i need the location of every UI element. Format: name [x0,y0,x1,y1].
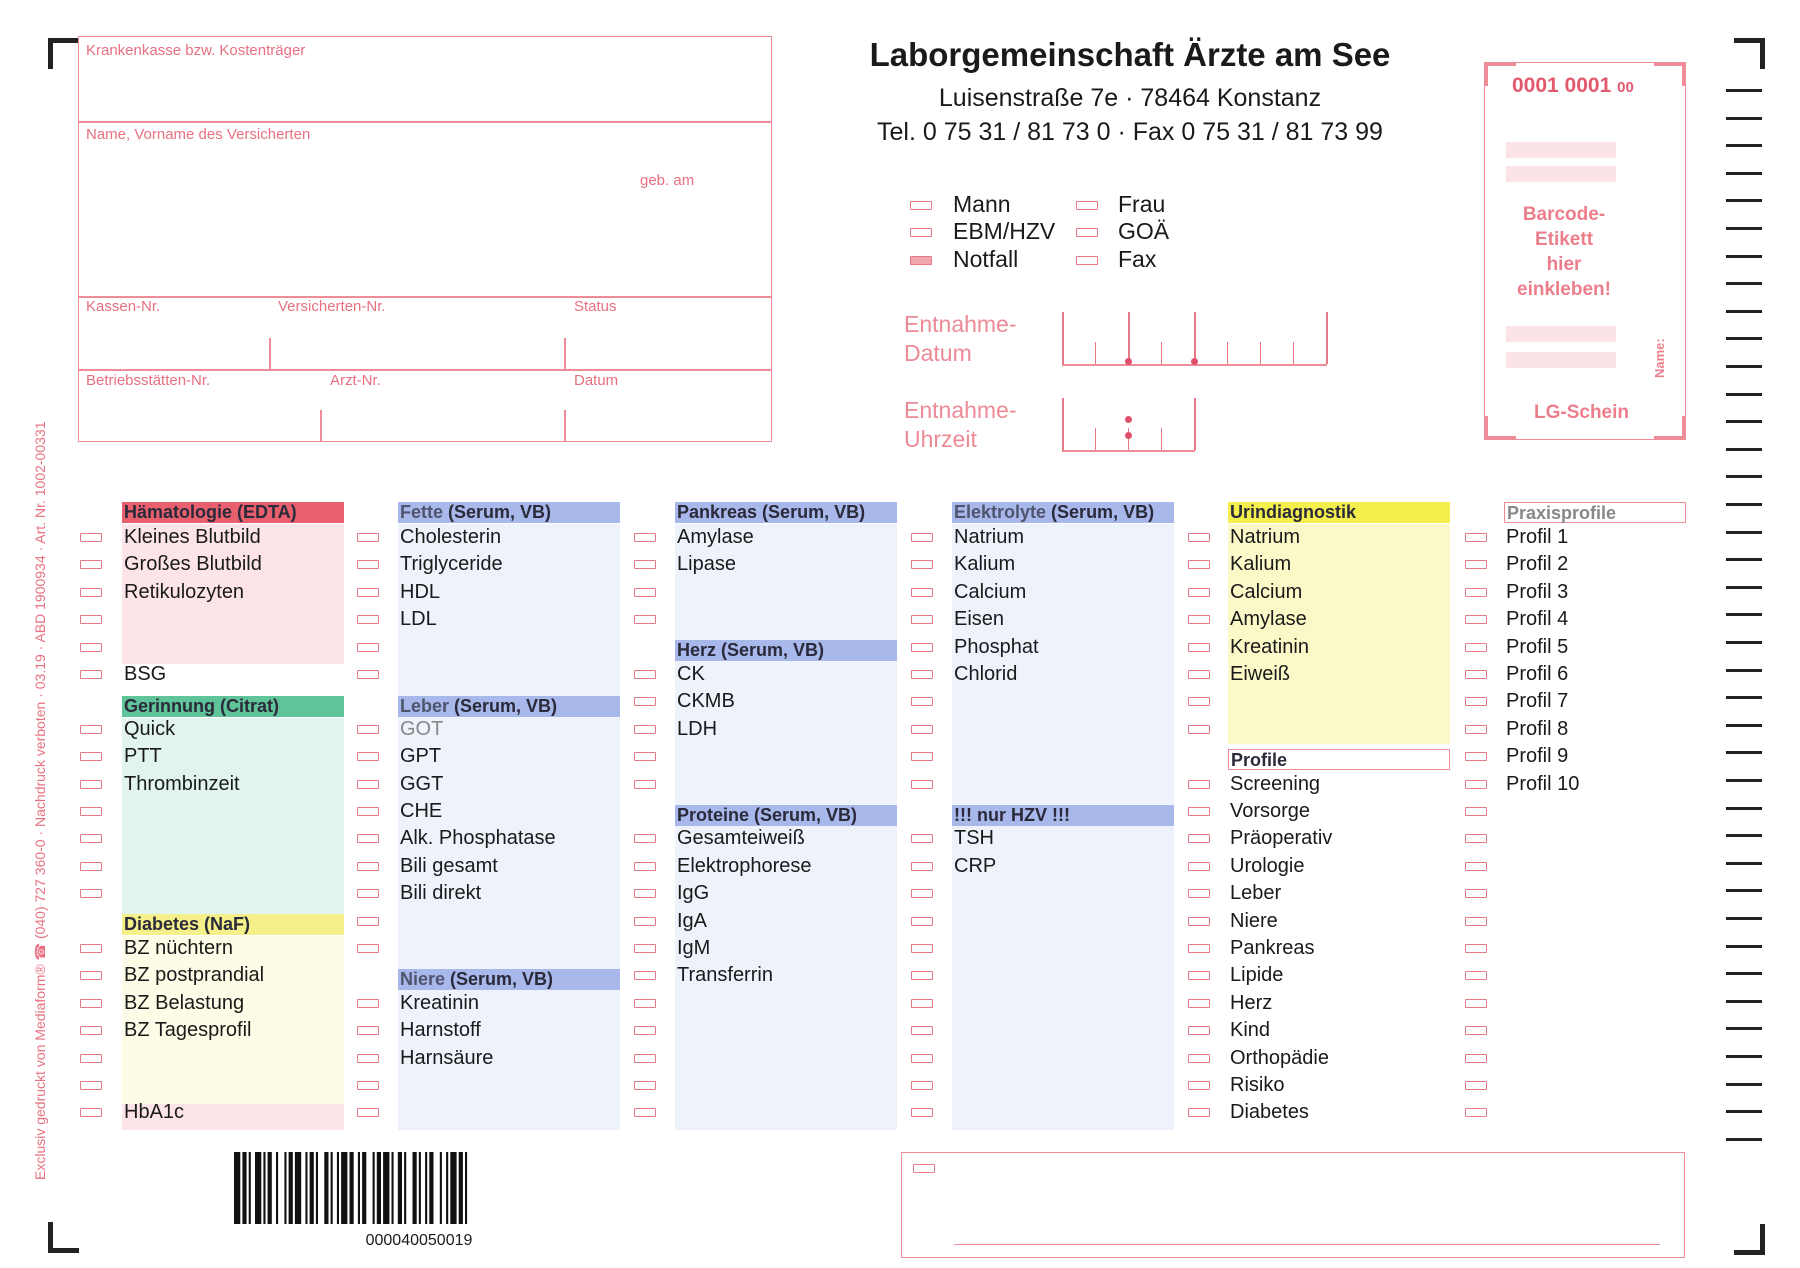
test-item: GPT [400,745,442,768]
test-item: Chlorid [954,663,1018,685]
barcode-bar [295,1152,301,1224]
gerinnung-header: Gerinnung (Citrat) [122,696,344,717]
entnahme-datum-label: Entnahme- Datum [904,311,1017,366]
test-item: Leber [1230,882,1282,905]
test-item: BZ nüchtern [124,937,233,959]
test-item: Kind [1230,1019,1271,1042]
test-checkbox[interactable] [911,725,933,734]
test-checkbox[interactable] [357,533,379,542]
test-checkbox[interactable] [1188,999,1210,1008]
test-checkbox[interactable] [80,615,102,624]
test-checkbox[interactable] [80,999,102,1008]
test-item: Alk. Phosphatase [400,827,556,850]
test-checkbox[interactable] [357,944,379,953]
test-checkbox[interactable] [357,1081,379,1090]
test-checkbox[interactable] [911,862,933,871]
notfall-label: Notfall [953,246,1019,272]
barcode-bar [446,1152,448,1224]
status-field[interactable]: Status [574,298,617,315]
test-checkbox[interactable] [911,588,933,597]
test-checkbox[interactable] [80,971,102,980]
test-checkbox[interactable] [357,1054,379,1063]
test-item: Urologie [1230,854,1305,877]
test-checkbox[interactable] [911,1026,933,1035]
test-checkbox[interactable] [911,917,933,926]
test-checkbox[interactable] [80,862,102,871]
test-checkbox[interactable] [80,533,102,542]
test-item: Niere [1230,909,1278,932]
test-item: HDL [400,580,441,603]
notes-checkbox[interactable] [913,1164,935,1173]
profile-header: Profile [1228,749,1450,770]
test-item: Vorsorge [1230,800,1311,822]
test-checkbox[interactable] [1188,643,1210,652]
test-checkbox[interactable] [1465,560,1487,569]
test-item: IgM [677,937,711,959]
barcode-bar [242,1152,246,1224]
test-item: CHE [400,800,443,822]
test-checkbox[interactable] [357,615,379,624]
test-item: Lipide [1230,964,1284,987]
goae-checkbox[interactable] [1076,228,1098,237]
test-checkbox[interactable] [357,670,379,679]
test-checkbox[interactable] [911,971,933,980]
barcode-bar [324,1152,328,1224]
lab-phone: Tel. 0 75 31 / 81 73 0 · Fax 0 75 31 / 81 73 99 [877,118,1383,146]
test-checkbox[interactable] [911,999,933,1008]
test-checkbox[interactable] [357,780,379,789]
test-checkbox[interactable] [80,834,102,843]
test-checkbox[interactable] [634,834,656,843]
barcode-bar [337,1152,339,1224]
barcode-bar [413,1152,417,1224]
test-checkbox[interactable] [1465,780,1487,789]
test-item: Herz [1230,991,1273,1014]
test-item: Profil 1 [1506,526,1569,548]
barcode-bar [398,1152,402,1224]
test-checkbox[interactable] [634,862,656,871]
test-item: CK [677,663,705,685]
barcode-bar [316,1152,318,1224]
test-checkbox[interactable] [634,944,656,953]
barcode-bar [255,1152,261,1224]
test-checkbox[interactable] [1188,862,1210,871]
test-item: Thrombinzeit [124,772,240,795]
arzt-nr-field[interactable]: Arzt-Nr. [330,372,381,389]
test-checkbox[interactable] [1465,1054,1487,1063]
test-item: GOT [400,717,444,740]
test-item: Profil 4 [1506,608,1569,631]
test-item: PTT [124,745,162,768]
test-checkbox[interactable] [1188,971,1210,980]
test-checkbox[interactable] [1188,588,1210,597]
test-checkbox[interactable] [1188,780,1210,789]
test-checkbox[interactable] [911,615,933,624]
fette-header: Fette (Serum, VB) [398,502,620,523]
elektrolyte-header: Elektrolyte (Serum, VB) [952,502,1174,523]
test-checkbox[interactable] [1465,670,1487,679]
test-item: IgA [677,909,708,932]
test-item: BZ postprandial [124,964,265,987]
barcode-bar [440,1152,442,1224]
test-checkbox[interactable] [80,780,102,789]
diabetes-header: Diabetes (NaF) [122,914,344,935]
test-item: Quick [124,717,176,740]
test-checkbox[interactable] [911,560,933,569]
test-checkbox[interactable] [911,944,933,953]
test-checkbox[interactable] [357,1108,379,1117]
test-item: Eisen [954,608,1005,631]
test-checkbox[interactable] [1465,971,1487,980]
test-item: Harnstoff [400,1019,481,1042]
test-checkbox[interactable] [80,752,102,761]
test-checkbox[interactable] [1188,533,1210,542]
test-item: Profil 10 [1506,772,1580,795]
test-checkbox[interactable] [1465,999,1487,1008]
barcode-bar [465,1152,467,1224]
barcode-bar [383,1152,389,1224]
test-checkbox[interactable] [1465,807,1487,816]
test-checkbox[interactable] [80,889,102,898]
test-checkbox[interactable] [80,1054,102,1063]
test-checkbox[interactable] [911,752,933,761]
test-checkbox[interactable] [1465,588,1487,597]
test-checkbox[interactable] [634,1081,656,1090]
praxisprofile-header: Praxisprofile [1504,502,1686,523]
test-item: Cholesterin [400,526,502,548]
test-checkbox[interactable] [634,752,656,761]
test-item: Kreatinin [400,991,479,1014]
test-item: Profil 8 [1506,717,1569,740]
barcode-bar [276,1152,278,1224]
test-checkbox[interactable] [634,1026,656,1035]
crop-mark-top-left [48,38,79,69]
test-checkbox[interactable] [1465,862,1487,871]
test-checkbox[interactable] [1188,917,1210,926]
test-checkbox[interactable] [1465,944,1487,953]
test-item: Kalium [954,553,1016,576]
test-item: Transferrin [677,964,773,987]
test-item: Amylase [1230,608,1307,631]
test-item: TSH [954,827,994,850]
test-checkbox[interactable] [357,725,379,734]
test-item: Pankreas [1230,937,1315,959]
test-item: Natrium [954,526,1025,548]
lab-address: Luisenstraße 7e · 78464 Konstanz [938,84,1322,112]
test-item: IgG [677,882,710,905]
test-checkbox[interactable] [634,780,656,789]
barcode-bar [331,1152,333,1224]
test-item: Calcium [954,580,1027,603]
test-checkbox[interactable] [357,889,379,898]
barcode-bar [425,1152,427,1224]
notes-box[interactable] [901,1152,1685,1258]
test-checkbox[interactable] [634,1054,656,1063]
test-checkbox[interactable] [911,533,933,542]
test-item: HbA1c [124,1101,185,1124]
test-checkbox[interactable] [634,533,656,542]
test-item: Orthopädie [1230,1046,1329,1069]
test-checkbox[interactable] [357,917,379,926]
goae-label: GOÄ [1118,218,1170,244]
betriebsstaetten-nr-field[interactable]: Betriebsstätten-Nr. [86,372,211,389]
test-checkbox[interactable] [357,834,379,843]
barcode-bar [234,1152,240,1224]
test-checkbox[interactable] [80,560,102,569]
herz-header: Herz (Serum, VB) [675,640,897,661]
barcode-bar [350,1152,354,1224]
test-checkbox[interactable] [1465,615,1487,624]
barcode-bar [459,1152,463,1224]
test-checkbox[interactable] [634,615,656,624]
test-checkbox[interactable] [1188,807,1210,816]
test-checkbox[interactable] [634,697,656,706]
datum-field[interactable]: Datum [574,372,619,389]
test-checkbox[interactable] [80,643,102,652]
test-checkbox[interactable] [1465,1108,1487,1117]
barcode-bar [392,1152,394,1224]
test-item: Phosphat [954,635,1039,658]
test-checkbox[interactable] [357,752,379,761]
test-item: Retikulozyten [124,580,245,603]
printer-side-text: Exclusiv gedruckt von Mediaform® ☎ (040) 727 360-0 · Nachdruck verboten · 03.19 · ABD 1900934 · Art. Nr. 1002-00331 [32,421,48,1180]
barcode-bar [373,1152,375,1224]
test-checkbox[interactable] [357,862,379,871]
test-item: BZ Tagesprofil [124,1019,252,1042]
test-checkbox[interactable] [1188,725,1210,734]
test-item: Kreatinin [1230,635,1309,658]
barcode-bar [249,1152,251,1224]
test-checkbox[interactable] [1188,1026,1210,1035]
test-item: Profil 2 [1506,553,1569,576]
barcode-bar [419,1152,421,1224]
test-checkbox[interactable] [1188,1081,1210,1090]
label-number: 0001 0001 00 [1512,74,1634,97]
crop-mark-bottom-left [48,1222,79,1253]
test-checkbox[interactable] [1188,944,1210,953]
test-item: Harnsäure [400,1046,494,1069]
entnahme-uhrzeit-label: Entnahme- Uhrzeit [904,397,1017,452]
crop-mark-bottom-right [1734,1224,1765,1255]
test-item: BSG [124,663,167,685]
test-checkbox[interactable] [80,725,102,734]
test-checkbox[interactable] [1465,643,1487,652]
test-checkbox[interactable] [1188,560,1210,569]
barcode-bar [358,1152,360,1224]
label-name-caption: Name: [1652,338,1667,378]
mann-label: Mann [953,191,1011,217]
test-checkbox[interactable] [1465,752,1487,761]
insured-name-field[interactable]: Name, Vorname des Versicherten [86,126,311,143]
test-item: Amylase [677,526,754,548]
test-item: Bili gesamt [400,854,498,877]
barcode-label-area[interactable] [1484,62,1686,440]
notfall-checkbox[interactable] [910,256,932,265]
test-checkbox[interactable] [1188,670,1210,679]
test-item: CRP [954,854,997,877]
barcode-bar [284,1152,286,1224]
test-checkbox[interactable] [80,944,102,953]
test-checkbox[interactable] [911,1108,933,1117]
leber-header: Leber (Serum, VB) [398,696,620,717]
test-checkbox[interactable] [357,1026,379,1035]
barcode-bar [450,1152,456,1224]
test-item: Eiweiß [1230,663,1291,685]
test-checkbox[interactable] [80,588,102,597]
barcode-bar [341,1152,347,1224]
test-item: LDH [677,717,718,740]
test-checkbox[interactable] [634,725,656,734]
test-checkbox[interactable] [1188,1054,1210,1063]
test-item: Profil 3 [1506,580,1569,603]
barcode-bar [362,1152,366,1224]
barcode-bar [289,1152,293,1224]
test-item: Diabetes [1230,1101,1309,1124]
test-checkbox[interactable] [80,1108,102,1117]
test-checkbox[interactable] [1465,834,1487,843]
test-item: LDL [400,608,437,631]
barcode-bar [310,1152,314,1224]
test-checkbox[interactable] [80,807,102,816]
barcode-image [234,1152,604,1224]
test-item: Triglyceride [400,553,503,576]
test-item: Präoperativ [1230,827,1333,850]
test-checkbox[interactable] [911,643,933,652]
test-item: Risiko [1230,1074,1285,1096]
test-checkbox[interactable] [357,560,379,569]
test-checkbox[interactable] [1465,725,1487,734]
test-item: BZ Belastung [124,991,245,1014]
test-checkbox[interactable] [911,834,933,843]
test-checkbox[interactable] [634,670,656,679]
test-item: Gesamteiweiß [677,827,805,850]
insurance-field[interactable]: Krankenkasse bzw. Kostenträger [86,42,306,59]
test-item: Profil 6 [1506,663,1569,685]
test-checkbox[interactable] [634,971,656,980]
test-item: Profil 7 [1506,690,1569,713]
test-item: Calcium [1230,580,1303,603]
test-item: Kalium [1230,553,1292,576]
test-checkbox[interactable] [1465,889,1487,898]
test-checkbox[interactable] [634,999,656,1008]
barcode-bar [377,1152,381,1224]
ebm-hzv-label: EBM/HZV [953,218,1056,244]
test-item: Profil 9 [1506,745,1569,768]
test-checkbox[interactable] [357,588,379,597]
barcode-bar [263,1152,265,1224]
barcode-bar [305,1152,307,1224]
crop-mark-top-right [1734,38,1765,69]
pankreas-header: Pankreas (Serum, VB) [675,502,897,523]
test-item: Lipase [677,553,736,576]
test-checkbox[interactable] [634,917,656,926]
test-item: Profil 5 [1506,635,1569,658]
test-checkbox[interactable] [911,889,933,898]
mann-checkbox[interactable] [910,201,932,210]
barcode-bar [429,1152,433,1224]
test-checkbox[interactable] [1465,697,1487,706]
test-item: Elektrophorese [677,854,812,877]
frau-label: Frau [1118,191,1166,217]
test-checkbox[interactable] [357,643,379,652]
urindiagnostik-header: Urindiagnostik [1228,502,1450,523]
test-checkbox[interactable] [1188,697,1210,706]
fax-label: Fax [1118,246,1157,272]
versicherten-nr-field[interactable]: Versicherten-Nr. [278,298,386,315]
frau-checkbox[interactable] [1076,201,1098,210]
test-checkbox[interactable] [1465,917,1487,926]
test-item: Screening [1230,772,1321,795]
test-checkbox[interactable] [1188,615,1210,624]
test-checkbox[interactable] [911,1081,933,1090]
niere-header: Niere (Serum, VB) [398,969,620,990]
test-item: Natrium [1230,526,1301,548]
haematologie-header: Hämatologie (EDTA) [122,502,344,523]
test-checkbox[interactable] [911,697,933,706]
barcode-bar [268,1152,272,1224]
test-checkbox[interactable] [911,1054,933,1063]
test-checkbox[interactable] [1465,1081,1487,1090]
test-checkbox[interactable] [634,588,656,597]
label-instructions: Barcode- Etikett hier einkleben! [1517,204,1611,300]
hzv-header: !!! nur HZV !!! [952,805,1174,826]
test-item: Großes Blutbild [124,553,262,576]
test-checkbox[interactable] [1465,1026,1487,1035]
barcode-number: 000040050019 [365,1232,473,1249]
proteine-header: Proteine (Serum, VB) [675,805,897,826]
fax-checkbox[interactable] [1076,256,1098,265]
test-checkbox[interactable] [357,999,379,1008]
test-checkbox[interactable] [357,807,379,816]
birthdate-field[interactable]: geb. am [640,172,695,189]
barcode-bar [404,1152,406,1224]
test-item: CKMB [677,690,735,713]
test-checkbox[interactable] [80,1081,102,1090]
test-item: GGT [400,772,444,795]
test-checkbox[interactable] [911,670,933,679]
label-footer: LG-Schein [1534,402,1630,423]
kassen-nr-field[interactable]: Kassen-Nr. [86,298,161,315]
test-checkbox[interactable] [1188,889,1210,898]
test-checkbox[interactable] [634,889,656,898]
test-checkbox[interactable] [80,1026,102,1035]
ebm-hzv-checkbox[interactable] [910,228,932,237]
test-checkbox[interactable] [80,670,102,679]
test-checkbox[interactable] [1465,533,1487,542]
test-checkbox[interactable] [1188,834,1210,843]
test-checkbox[interactable] [911,780,933,789]
test-item: Kleines Blutbild [124,526,261,548]
test-checkbox[interactable] [634,560,656,569]
test-item: Bili direkt [400,882,482,905]
test-checkbox[interactable] [634,1108,656,1117]
test-checkbox[interactable] [1188,1108,1210,1117]
lab-name: Laborgemeinschaft Ärzte am See [869,36,1391,73]
